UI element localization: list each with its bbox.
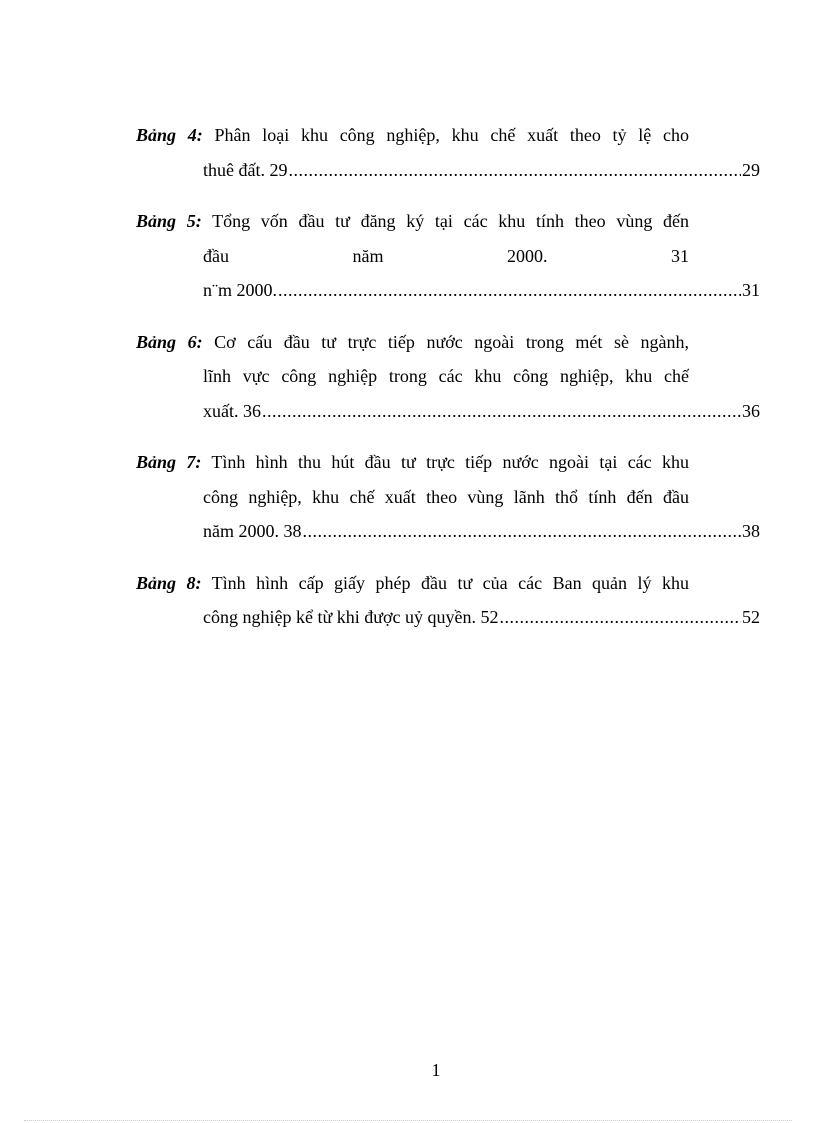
toc-entry-first-line [136, 118, 689, 153]
toc-entry-label: Bảng 8: [136, 572, 202, 593]
toc-entry-title: Phân loại khu công nghiệp, khu chế xuất theo tỷ lệ cho [214, 125, 689, 145]
toc-entry-middle-line: lĩnh vực công nghiệp trong các khu công nghiệp, khu chế [203, 366, 689, 386]
table-of-tables [136, 118, 760, 652]
toc-entry-label: Bảng 7: [136, 452, 202, 472]
toc-entry-title-end: n¨m 2000. [203, 280, 277, 300]
toc-entry-last-line [203, 153, 760, 188]
toc-entry-first-line [136, 445, 689, 480]
dot-leader [499, 600, 741, 635]
toc-entry-bang-6[interactable] [136, 325, 760, 429]
toc-entry-title-end: xuất. 36 [203, 400, 261, 421]
toc-entry-label: Bảng 4: [136, 125, 203, 145]
toc-entry-page-number: 52 [742, 607, 760, 627]
toc-entry-last-line [203, 273, 760, 308]
dot-leader [278, 273, 741, 308]
toc-entry-title: Tình hình thu hút đầu tư trực tiếp nước ngoài tại các khu [211, 452, 689, 472]
toc-entry-title: Tổng vốn đầu tư đăng ký tại các khu tính theo vùng đến [212, 211, 689, 231]
toc-entry-bang-7[interactable] [136, 445, 760, 549]
toc-entry-middle-line: công nghiệp, khu chế xuất theo vùng lãnh thổ tính đến đầu [203, 486, 689, 507]
toc-entry-first-line [136, 566, 689, 601]
toc-entry-page-number: 29 [742, 159, 760, 180]
dot-leader [303, 514, 742, 549]
toc-entry-title: Cơ cấu đầu tư trực tiếp nước ngoài trong mét sè ngành, [214, 331, 689, 352]
toc-entry-label: Bảng 5: [136, 211, 202, 231]
toc-entry-middle-line: đầu năm 2000. 31 [203, 245, 689, 266]
toc-entry-bang-4[interactable] [136, 118, 760, 187]
toc-entry-bang-8[interactable] [136, 566, 760, 635]
toc-entry-title-end: công nghiệp kể từ khi được uỷ quyền. 52 [203, 607, 499, 627]
toc-entry-last-line [203, 394, 760, 429]
toc-entry-bang-5[interactable] [136, 204, 760, 308]
toc-entry-label: Bảng 6: [136, 331, 203, 352]
toc-entry-last-line [203, 600, 760, 635]
toc-entry-title-end: năm 2000. 38 [203, 521, 302, 541]
toc-entry-first-line [136, 204, 689, 239]
page-number: 1 [431, 1060, 441, 1080]
dot-leader [288, 153, 741, 188]
toc-entry-page-number: 36 [742, 400, 760, 421]
dot-leader [262, 394, 741, 429]
page-edge-divider [24, 1120, 792, 1121]
toc-entry-title-end: thuê đất. 29 [203, 159, 288, 180]
toc-entry-title: Tình hình cấp giấy phép đầu tư của các Ban quản lý khu [211, 572, 689, 593]
toc-entry-page-number: 38 [742, 521, 760, 541]
toc-entry-last-line [203, 514, 760, 549]
toc-entry-page-number: 31 [742, 280, 760, 300]
toc-entry-first-line [136, 325, 689, 360]
